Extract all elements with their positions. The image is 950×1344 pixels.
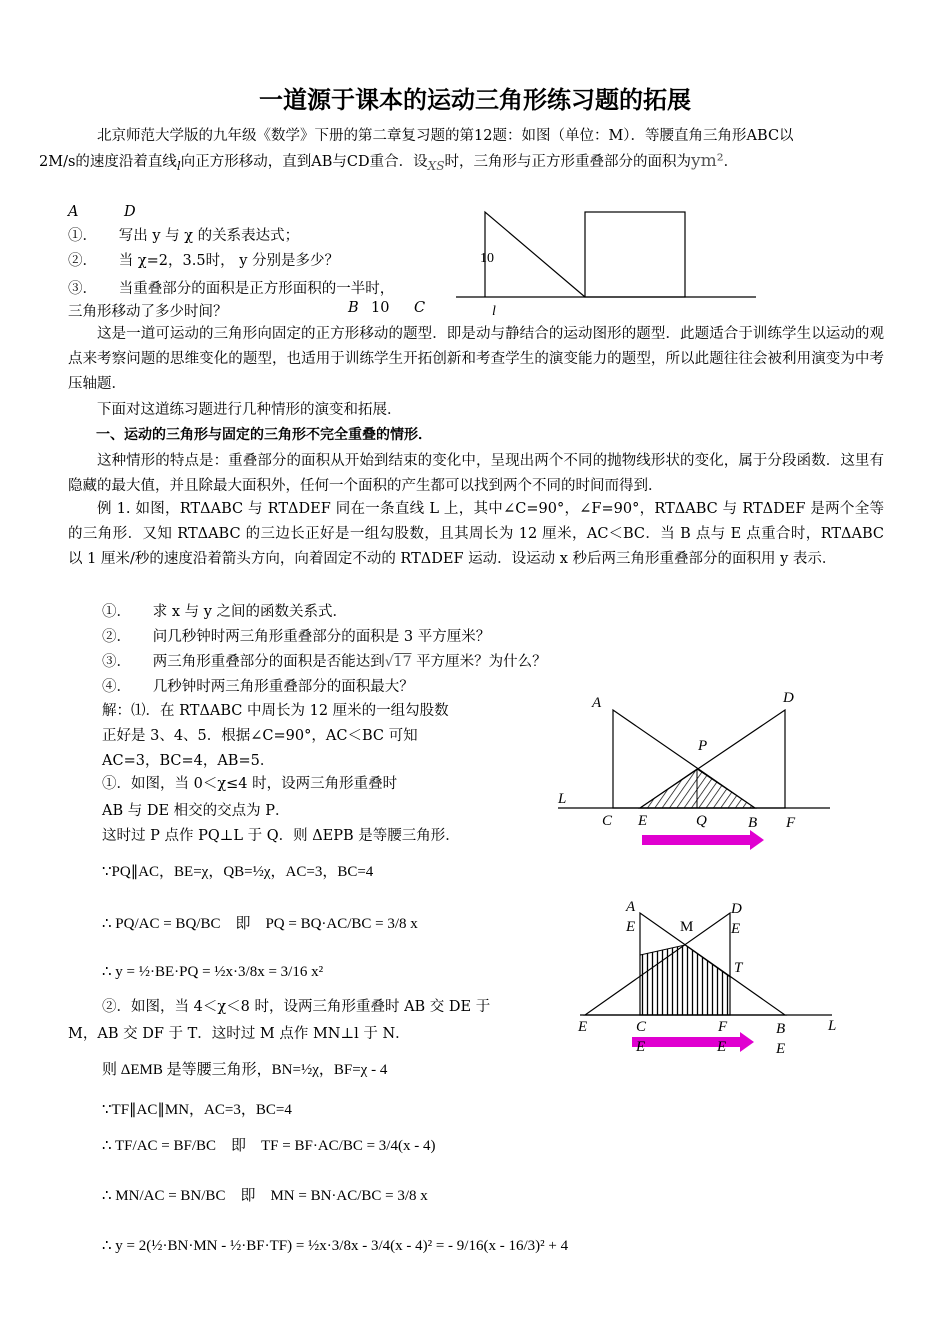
bottom-b: B [348, 300, 359, 316]
figure-overlap-case2 [570, 895, 850, 1065]
example-1: 例 1. 如图，RTΔABC 与 RTΔDEF 同在一条直线 L 上，其中∠C=90°，∠F=90°，RTΔABC 与 RTΔDEF 是两个全等的三角形．又知 RTΔABC 的三边长正好是一组勾股数，且其周长为 12 厘米，AC＜BC．当 B 点与 E 点重合时，RTΔABC 以 1 厘米/秒的速度沿着箭头方向，向着固定不动的 RTΔDEF 运动．设运动 x 秒后两三角形重叠部分的面积用 y 表示． [68, 501, 884, 567]
fig2-label-p: P [698, 738, 708, 754]
fig2-label-c: C [602, 813, 613, 829]
fig2-label-a: A [592, 695, 602, 711]
solution-line-13: ∵TF∥AC∥MN，AC=3，BC=4 [102, 1102, 292, 1118]
solution-line-2: 正好是 3、4、5．根据∠C=90°，AC＜BC 可知 [102, 728, 418, 744]
solution-line-11: M，AB 交 DF 于 T．这时过 M 点作 MN⊥l 于 N． [68, 1026, 410, 1042]
solution-line-5: AB 与 DE 相交的交点为 P． [102, 803, 290, 819]
fig3-label-m: M [680, 919, 694, 935]
fixed-square [585, 212, 685, 297]
solution-line-12: 则 ΔEMB 是等腰三角形，BN=½χ，BF=χ - 4 [102, 1062, 388, 1078]
example-q3-text-a: ③． 两三角形重叠部分的面积是否能达到 [102, 654, 385, 670]
solution-line-14: ∴ TF/AC = BF/BC 即 TF = BF·AC/BC = 3/4(x - 4) [102, 1138, 436, 1154]
example-q3-text-b: 平方厘米？为什么？ [411, 654, 547, 670]
example-q1: ①． 求 x 与 y 之间的函数关系式． [102, 604, 348, 620]
solution-line-4: ①．如图，当 0＜χ≤4 时，设两三角形重叠时 [102, 776, 398, 792]
overlap-region [640, 945, 730, 1015]
page-title: 一道源于课本的运动三角形练习题的拓展 [259, 86, 691, 114]
fig2-label-f: F [786, 815, 796, 831]
fig2-label-e: E [638, 813, 648, 829]
intro-part1: 北京师范大学版的九年级《数学》下册的第二章复习题的第12题：如图（单位：M）．等腰直角三角形ABC以 [97, 128, 794, 144]
bottom-c: C [414, 300, 426, 316]
intro-ym2: ym² [691, 151, 724, 171]
fig2-label-q: Q [696, 813, 707, 829]
fig3-label-e-under-b: E [776, 1041, 786, 1057]
fig3-label-e: E [578, 1019, 588, 1035]
line-label-l: l [492, 304, 496, 319]
solution-line-9: ∴ y = ½·BE·PQ = ½x·3/8x = 3/16 x² [102, 964, 324, 980]
fig2-label-b: B [748, 815, 758, 831]
fig3-label-b: B [776, 1021, 786, 1037]
fig3-label-e-under-f: E [717, 1039, 727, 1055]
fig2-label-d: D [783, 690, 794, 706]
fig3-label-c: C [636, 1019, 647, 1035]
question-3a: ③． 当重叠部分的面积是正方形面积的一半时， [68, 281, 395, 297]
intro-part3: 向正方形移动，直到AB与CD重合．设 [180, 154, 428, 170]
paragraph-1: 这是一道可运动的三角形向固定的正方形移动的题型．即是动与静结合的运动图形的题型．此题适合于训练学生以运动的观点来考察问题的思维变化的题型，也适用于训练学生开拓创新和考查学生的演变能力的题型，所以此题往往会被利用演变为中考压轴题． [68, 326, 884, 392]
intro-part4: 时，三角形与正方形重叠部分的面积为 [444, 154, 692, 170]
example-q3 [102, 650, 547, 671]
fig3-label-t: T [734, 960, 743, 976]
solution-line-3: AC=3，BC=4，AB=5． [102, 753, 275, 769]
fig3-label-e-under-c: E [636, 1039, 646, 1055]
fig2-label-l: L [558, 791, 567, 807]
question-1: ①． 写出 y 与 χ 的关系表达式； [68, 228, 300, 244]
moving-triangle [485, 212, 585, 297]
fig3-label-l: L [828, 1018, 837, 1034]
fig3-label-f: F [718, 1019, 728, 1035]
solution-line-10: ②．如图，当 4＜χ＜8 时，设两三角形重叠时 AB 交 DE 于 [102, 999, 491, 1015]
figure-overlap-case1 [550, 685, 840, 855]
figure-triangle-square [450, 200, 770, 320]
side-label-10: 10 [480, 251, 494, 266]
question-3b: 三角形移动了多少时间？ [68, 304, 228, 320]
solution-line-15: ∴ MN/AC = BN/BC 即 MN = BN·AC/BC = 3/8 x [102, 1188, 428, 1204]
solution-line-8: ∴ PQ/AC = BQ/BC 即 PQ = BQ·AC/BC = 3/8 x [102, 916, 418, 932]
intro-part2: 2M/s的速度沿着直线 [39, 154, 177, 170]
paragraph-3: 这种情形的特点是：重叠部分的面积从开始到结束的变化中，呈现出两个不同的抛物线形状的变化，属于分段函数．这里有隐藏的最大值，并且除最大面积外，任何一个面积的产生都可以找到两个不同的时间而得到． [68, 453, 884, 494]
sqrt-17: √17 [384, 654, 412, 670]
solution-line-16: ∴ y = 2(½·BN·MN - ½·BF·TF) = ½x·3/8x - 3/4(x - 4)² = - 9/16(x - 16/3)² + 4 [102, 1238, 569, 1254]
solution-line-1: 解：⑴．在 RTΔABC 中周长为 12 厘米的一组勾股数 [102, 703, 449, 719]
solution-line-7: ∵PQ∥AC，BE=χ，QB=½χ，AC=3，BC=4 [102, 864, 374, 880]
fig3-label-a: A [626, 899, 636, 915]
fig3-label-d: D [731, 901, 742, 917]
label-a: A [68, 204, 79, 220]
problem-intro [39, 124, 884, 179]
fig3-label-e-top: E [626, 919, 636, 935]
sqrt-radicand: 17 [393, 654, 412, 670]
solution-line-6: 这时过 P 点作 PQ⊥L 于 Q．则 ΔEPB 是等腰三角形． [102, 828, 460, 844]
bottom-10: 10 [371, 300, 390, 316]
intro-xs: XS [427, 158, 445, 173]
fig3-label-e-top2: E [731, 921, 741, 937]
intro-l: l [176, 158, 181, 173]
intro-end: ． [723, 154, 739, 170]
paragraph-2: 下面对这道练习题进行几种情形的演变和拓展． [97, 402, 402, 418]
motion-arrow [642, 830, 764, 850]
example-q4: ④． 几秒钟时两三角形重叠部分的面积最大？ [102, 679, 414, 695]
motion-arrow [632, 1032, 754, 1052]
question-2: ②． 当 χ=2，3.5时， y 分别是多少？ [68, 253, 339, 269]
label-d: D [124, 204, 136, 220]
section-heading-1: 一、运动的三角形与固定的三角形不完全重叠的情形． [96, 427, 432, 443]
example-q2: ②． 问几秒钟时两三角形重叠部分的面积是 3 平方厘米？ [102, 629, 491, 645]
